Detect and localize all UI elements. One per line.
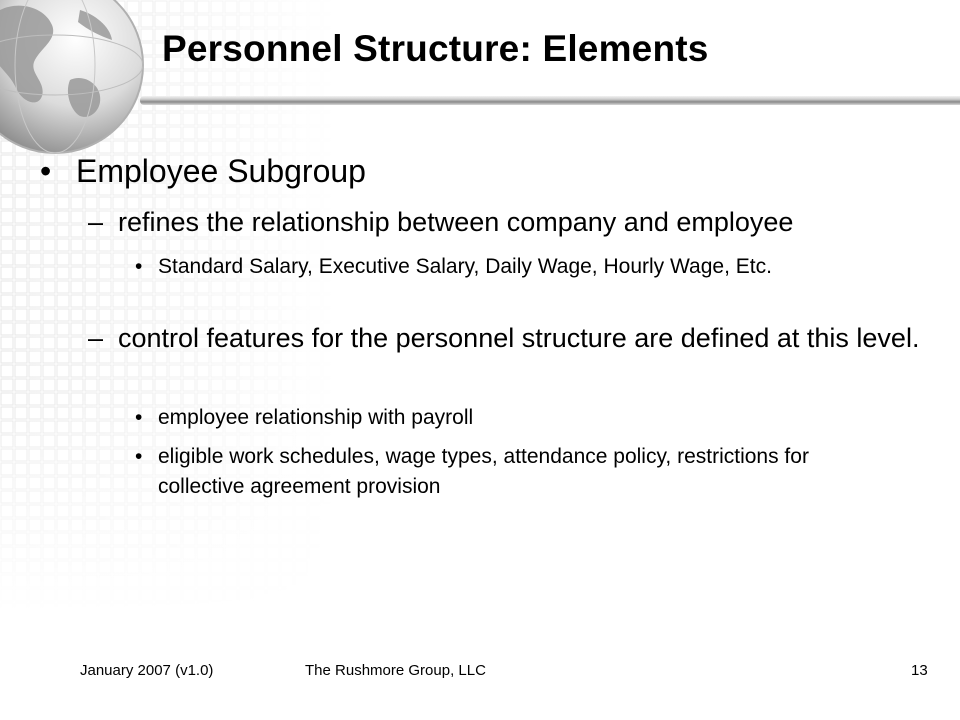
footer-page-number: 13 [911, 662, 928, 679]
point-text: employee relationship with payroll [158, 406, 474, 429]
bullet-marker: • [135, 406, 143, 429]
point-text: Standard Salary, Executive Salary, Daily Wage, Hourly Wage, Etc. [158, 255, 772, 278]
title-divider [140, 96, 960, 105]
dash-marker: – [88, 323, 104, 353]
bullet-text: Employee Subgroup [76, 153, 366, 189]
point-text: eligible work schedules, wage types, attendance policy, restrictions for collective agreement provision [158, 445, 809, 498]
sub-bullet-refines [88, 204, 928, 240]
sub-bullet-text: refines the relationship between company and employee [118, 207, 794, 237]
point-payroll [135, 403, 875, 433]
bullet-marker: • [135, 255, 143, 278]
footer-company: The Rushmore Group, LLC [305, 662, 486, 679]
sub-bullet-text: control features for the personnel structure are defined at this level. [118, 323, 920, 353]
bullet-marker: • [40, 153, 52, 189]
page-title: Personnel Structure: Elements [162, 28, 709, 69]
point-salary-types [135, 252, 875, 282]
dash-marker: – [88, 207, 104, 237]
globe-icon [0, 0, 150, 160]
footer-date: January 2007 (v1.0) [80, 662, 214, 679]
sub-bullet-control-features [88, 320, 928, 356]
point-work-schedules [135, 442, 875, 502]
bullet-marker: • [135, 445, 143, 468]
